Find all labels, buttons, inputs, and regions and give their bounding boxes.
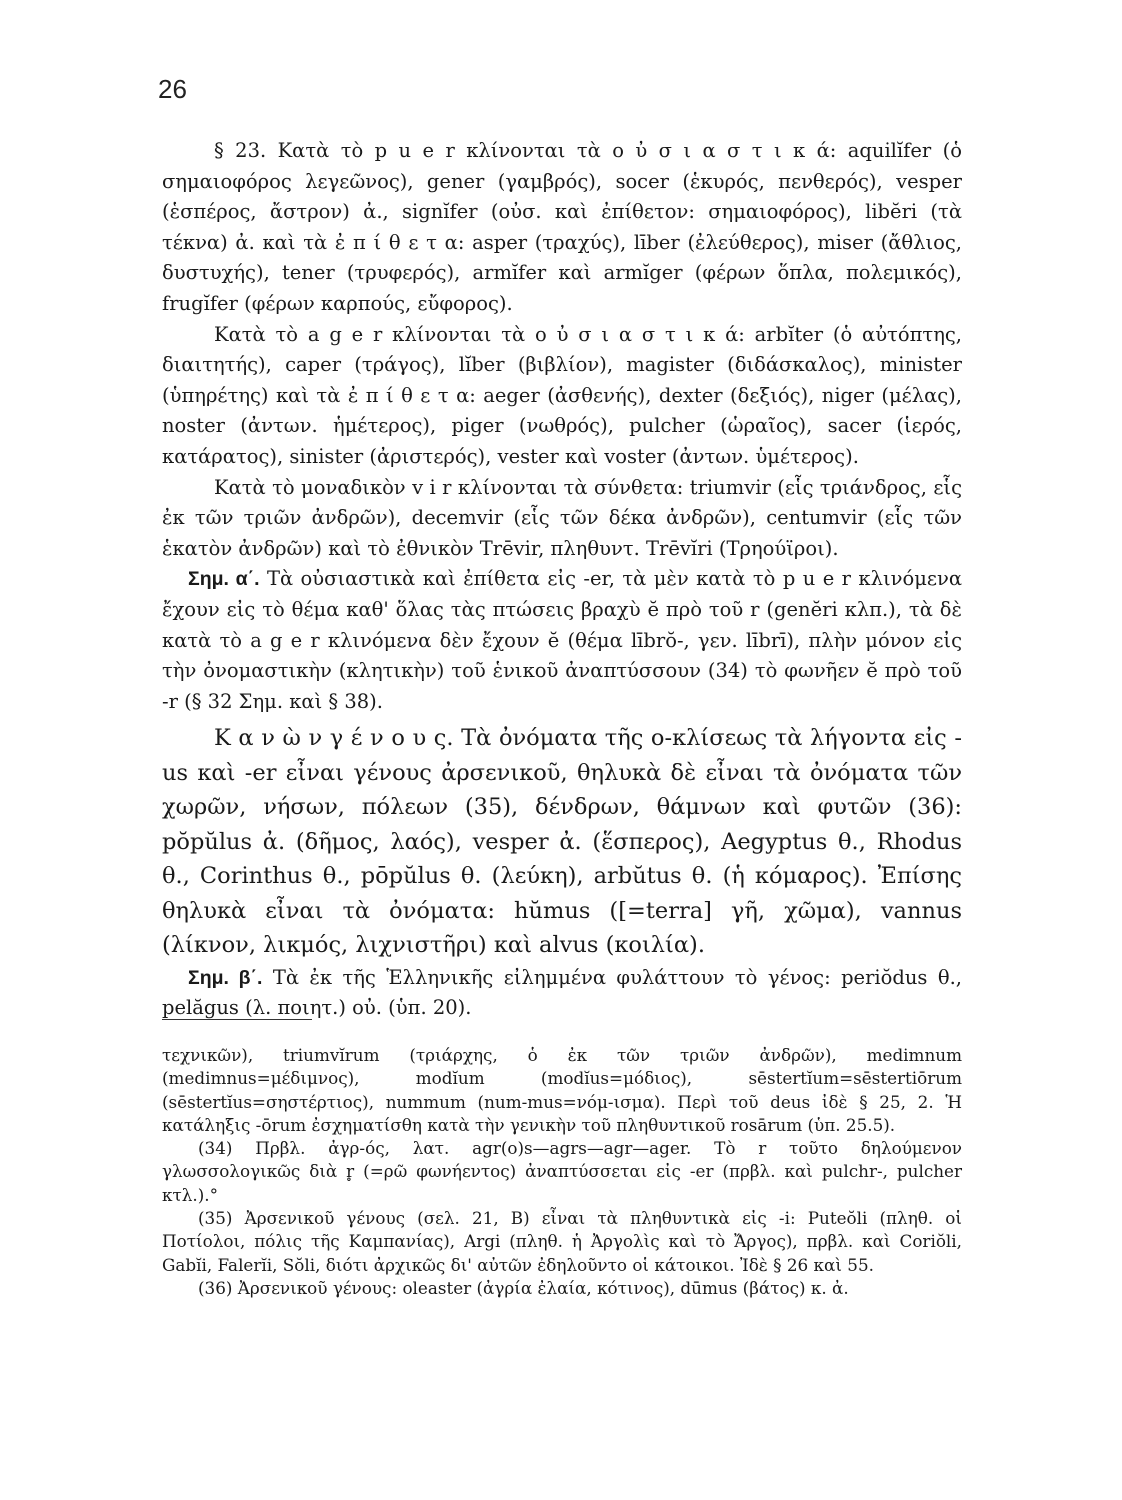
note-b-label: Σημ. β΄. [188, 966, 263, 989]
footnote-34: (34) Πρβλ. ἀγρ-ός, λατ. agr(o)s—agrs—agr—ager. Τὸ r τοῦτο δηλούμενον γλωσσολογικῶς διὰ r̥ (=ρῶ φωνήεντος) ἀναπτύσσεται εἰς -er (πρβλ. καὶ pulchr-, pulcher κτλ.).° [162, 1138, 962, 1205]
footnote-continuation: τεχνικῶν), triumvĭrum (τριάρχης, ὁ ἐκ τῶν τριῶν ἀνδρῶν), medimnum (medimnus=μέδιμνος), modĭum (modĭus=μόδιος), sēstertĭum=sēstertiōrum (sēstertĭus=σηστέρτιος), nummum (num-mus=νόμ-ισμα). Περὶ τοῦ deus ἰδὲ § 25, 2. Ἡ κατάληξις -ōrum ἐσχηματίσθη κατὰ τὴν γενικὴν τοῦ πληθυντικοῦ rosārum (ὑπ. 25.5). [162, 1045, 962, 1135]
gender-rule-paragraph: Κ α ν ὼ ν γ έ ν ο υ ς. Τὰ ὀνόματα τῆς o-κλίσεως τὰ λήγοντα εἰς -us καὶ -er εἶναι γένους ἀρσενικοῦ, θηλυκὰ δὲ εἶναι τὰ ὀνόματα τῶν χωρῶν, νήσων, πόλεων (35), δένδρων, θάμνων καὶ φυτῶν (36): pŏpŭlus ἀ. (δῆμος, λαός), vesper ἀ. (ἕσπερος), Aegyptus θ., Rhodus θ., Corinthus θ., pōpŭlus θ. (λεύκη), arbŭtus θ. (ἡ κόμαρος). Ἐπίσης θηλυκὰ εἶναι τὰ ὀνόματα: hŭmus ([=terra] γῆ, χῶμα), vannus (λίκνον, λικμός, λιχνιστῆρι) καὶ alvus (κοιλία). [162, 725, 962, 959]
note-b-text: Τὰ ἐκ τῆς Ἑλληνικῆς εἰλημμένα φυλάττουν τὸ γένος: periŏdus θ., pelăgus (λ. ποιητ.) οὐ. (ὑπ. 20). [162, 965, 962, 1020]
note-a-text: Τὰ οὐσιαστικὰ καὶ ἐπίθετα εἰς -er, τὰ μὲν κατὰ τὸ p u e r κλινόμενα ἔχουν εἰς τὸ θέμα καθ' ὅλας τὰς πτώσεις βραχὺ ĕ πρὸ τοῦ r (genĕri κλπ.), τὰ δὲ κατὰ τὸ a g e r κλινόμενα δὲν ἔχουν ĕ (θέμα lībrŏ-, γεν. lībrī), πλὴν μόνον εἰς τὴν ὀνομαστικὴν (κλητικὴν) τοῦ ἑνικοῦ ἀναπτύσσουν (34) τὸ φωνῆεν ĕ πρὸ τοῦ -r (§ 32 Σημ. καὶ § 38). [162, 567, 963, 713]
ager-paragraph: Κατὰ τὸ a g e r κλίνονται τὰ ο ὐ σ ι α σ τ ι κ ά: arbĭter (ὁ αὐτόπτης, διαιτητής), caper (τράγος), lĭber (βιβλίον), magister (διδάσκαλος), minister (ὑπηρέτης) καὶ τὰ ἐ π ί θ ε τ α: aeger (ἀσθενής), dexter (δεξιός), niger (μέλας), noster (ἀντων. ἡμέτερος), piger (νωθρός), pulcher (ὡραῖος), sacer (ἱερός, κατάρατος), sinister (ἀριστερός), vester καὶ voster (ἀντων. ὑμέτερος). [162, 322, 962, 468]
footnote-35: (35) Ἀρσενικοῦ γένους (σελ. 21, Β) εἶναι τὰ πληθυντικὰ εἰς -i: Puteŏli (πληθ. οἱ Ποτίολοι, πόλις τῆς Καμπανίας), Argi (πληθ. ἡ Ἀργολὶς καὶ τὸ Ἄργος), πρβλ. καὶ Coriŏli, Gabĭi, Falerĭi, Sŏli, διότι ἀρχικῶς δι' αὐτῶν ἐδηλοῦντο οἱ κάτοικοι. Ἰδὲ § 26 καὶ 55. [162, 1208, 962, 1275]
footnote-divider [162, 1019, 312, 1020]
page-number: 26 [158, 74, 187, 104]
note-a-label: Σημ. α΄. [188, 568, 260, 591]
note-b [162, 963, 962, 1024]
section-23-paragraph: § 23. Κατὰ τὸ p u e r κλίνονται τὰ ο ὐ σ ι α σ τ ι κ ά: aquilĭfer (ὁ σημαιοφόρος λεγεῶνος), gener (γαμβρός), socer (ἑκυρός, πενθερός), vesper (ἑσπέρος, ἄστρον) ἀ., signĭfer (οὐσ. καὶ ἐπίθετον: σημαιοφόρος), libĕri (τὰ τέκνα) ἀ. καὶ τὰ ἐ π ί θ ε τ α: asper (τραχύς), līber (ἐλεύθερος), miser (ἄθλιος, δυστυχής), tener (τρυφερός), armĭfer καὶ armĭger (φέρων ὅπλα, πολεμικός), frugĭfer (φέρων καρπούς, εὔφορος). [162, 139, 962, 315]
note-a [162, 564, 962, 717]
main-text [162, 136, 962, 1024]
footnotes [162, 1044, 962, 1300]
footnote-36: (36) Ἀρσενικοῦ γένους: oleaster (ἀγρία ἐλαία, κότινος), dūmus (βάτος) κ. ἀ. [198, 1277, 849, 1298]
vir-paragraph: Κατὰ τὸ μοναδικὸν v i r κλίνονται τὰ σύνθετα: triumvir (εἷς τριάνδρος, εἷς ἐκ τῶν τριῶν ἀνδρῶν), decemvir (εἷς τῶν δέκα ἀνδρῶν), centumvir (εἷς τῶν ἑκατὸν ἀνδρῶν) καὶ τὸ ἐθνικὸν Trēvir, πληθυντ. Trēvĭri (Τρηούϊροι). [162, 475, 962, 560]
